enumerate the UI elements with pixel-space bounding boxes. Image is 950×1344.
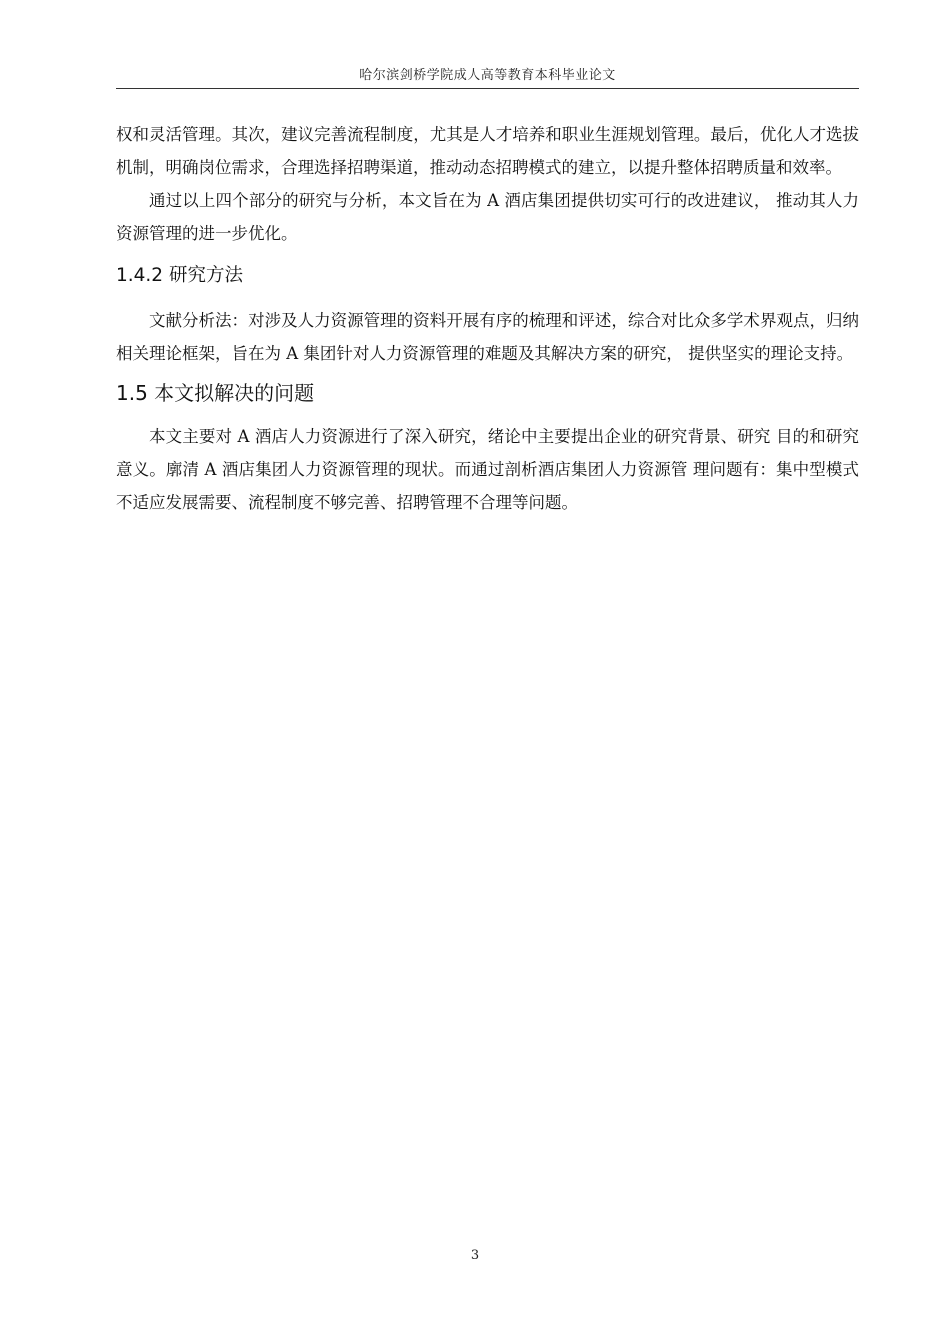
paragraph-problems: 本文主要对 A 酒店人力资源进行了深入研究，绪论中主要提出企业的研究背景、研究 目的和研究意义。廓清 A 酒店集团人力资源管理的现状。而通过剖析酒店集团人力资源管 理问题有：集中型模式不适应发展需要、流程制度不够完善、招聘管理不合理等问题。 (116, 427, 859, 512)
section-heading-1-5: 1.5 本文拟解决的问题 (116, 381, 315, 405)
paragraph-continuation: 权和灵活管理。其次，建议完善流程制度，尤其是人才培养和职业生涯规划管理。最后，优化人才选拔机制，明确岗位需求，合理选择招聘渠道，推动动态招聘模式的建立，以提升整体招聘质量和效率。 (116, 125, 859, 177)
header-rule (116, 88, 859, 89)
section-heading-1-4-2: 1.4.2 研究方法 (116, 265, 243, 286)
running-header: 哈尔滨剑桥学院成人高等教育本科毕业论文 (359, 68, 616, 83)
paragraph-summary: 通过以上四个部分的研究与分析，本文旨在为 A 酒店集团提供切实可行的改进建议， 推动其人力资源管理的进一步优化。 (116, 191, 859, 243)
paragraph-literature-method: 文献分析法：对涉及人力资源管理的资料开展有序的梳理和评述，综合对比众多学术界观点，归纳相关理论框架，旨在为 A 集团针对人力资源管理的难题及其解决方案的研究， 提供坚实的理论支持。 (116, 311, 859, 363)
page-content (116, 118, 859, 519)
page-number: 3 (470, 1248, 480, 1263)
